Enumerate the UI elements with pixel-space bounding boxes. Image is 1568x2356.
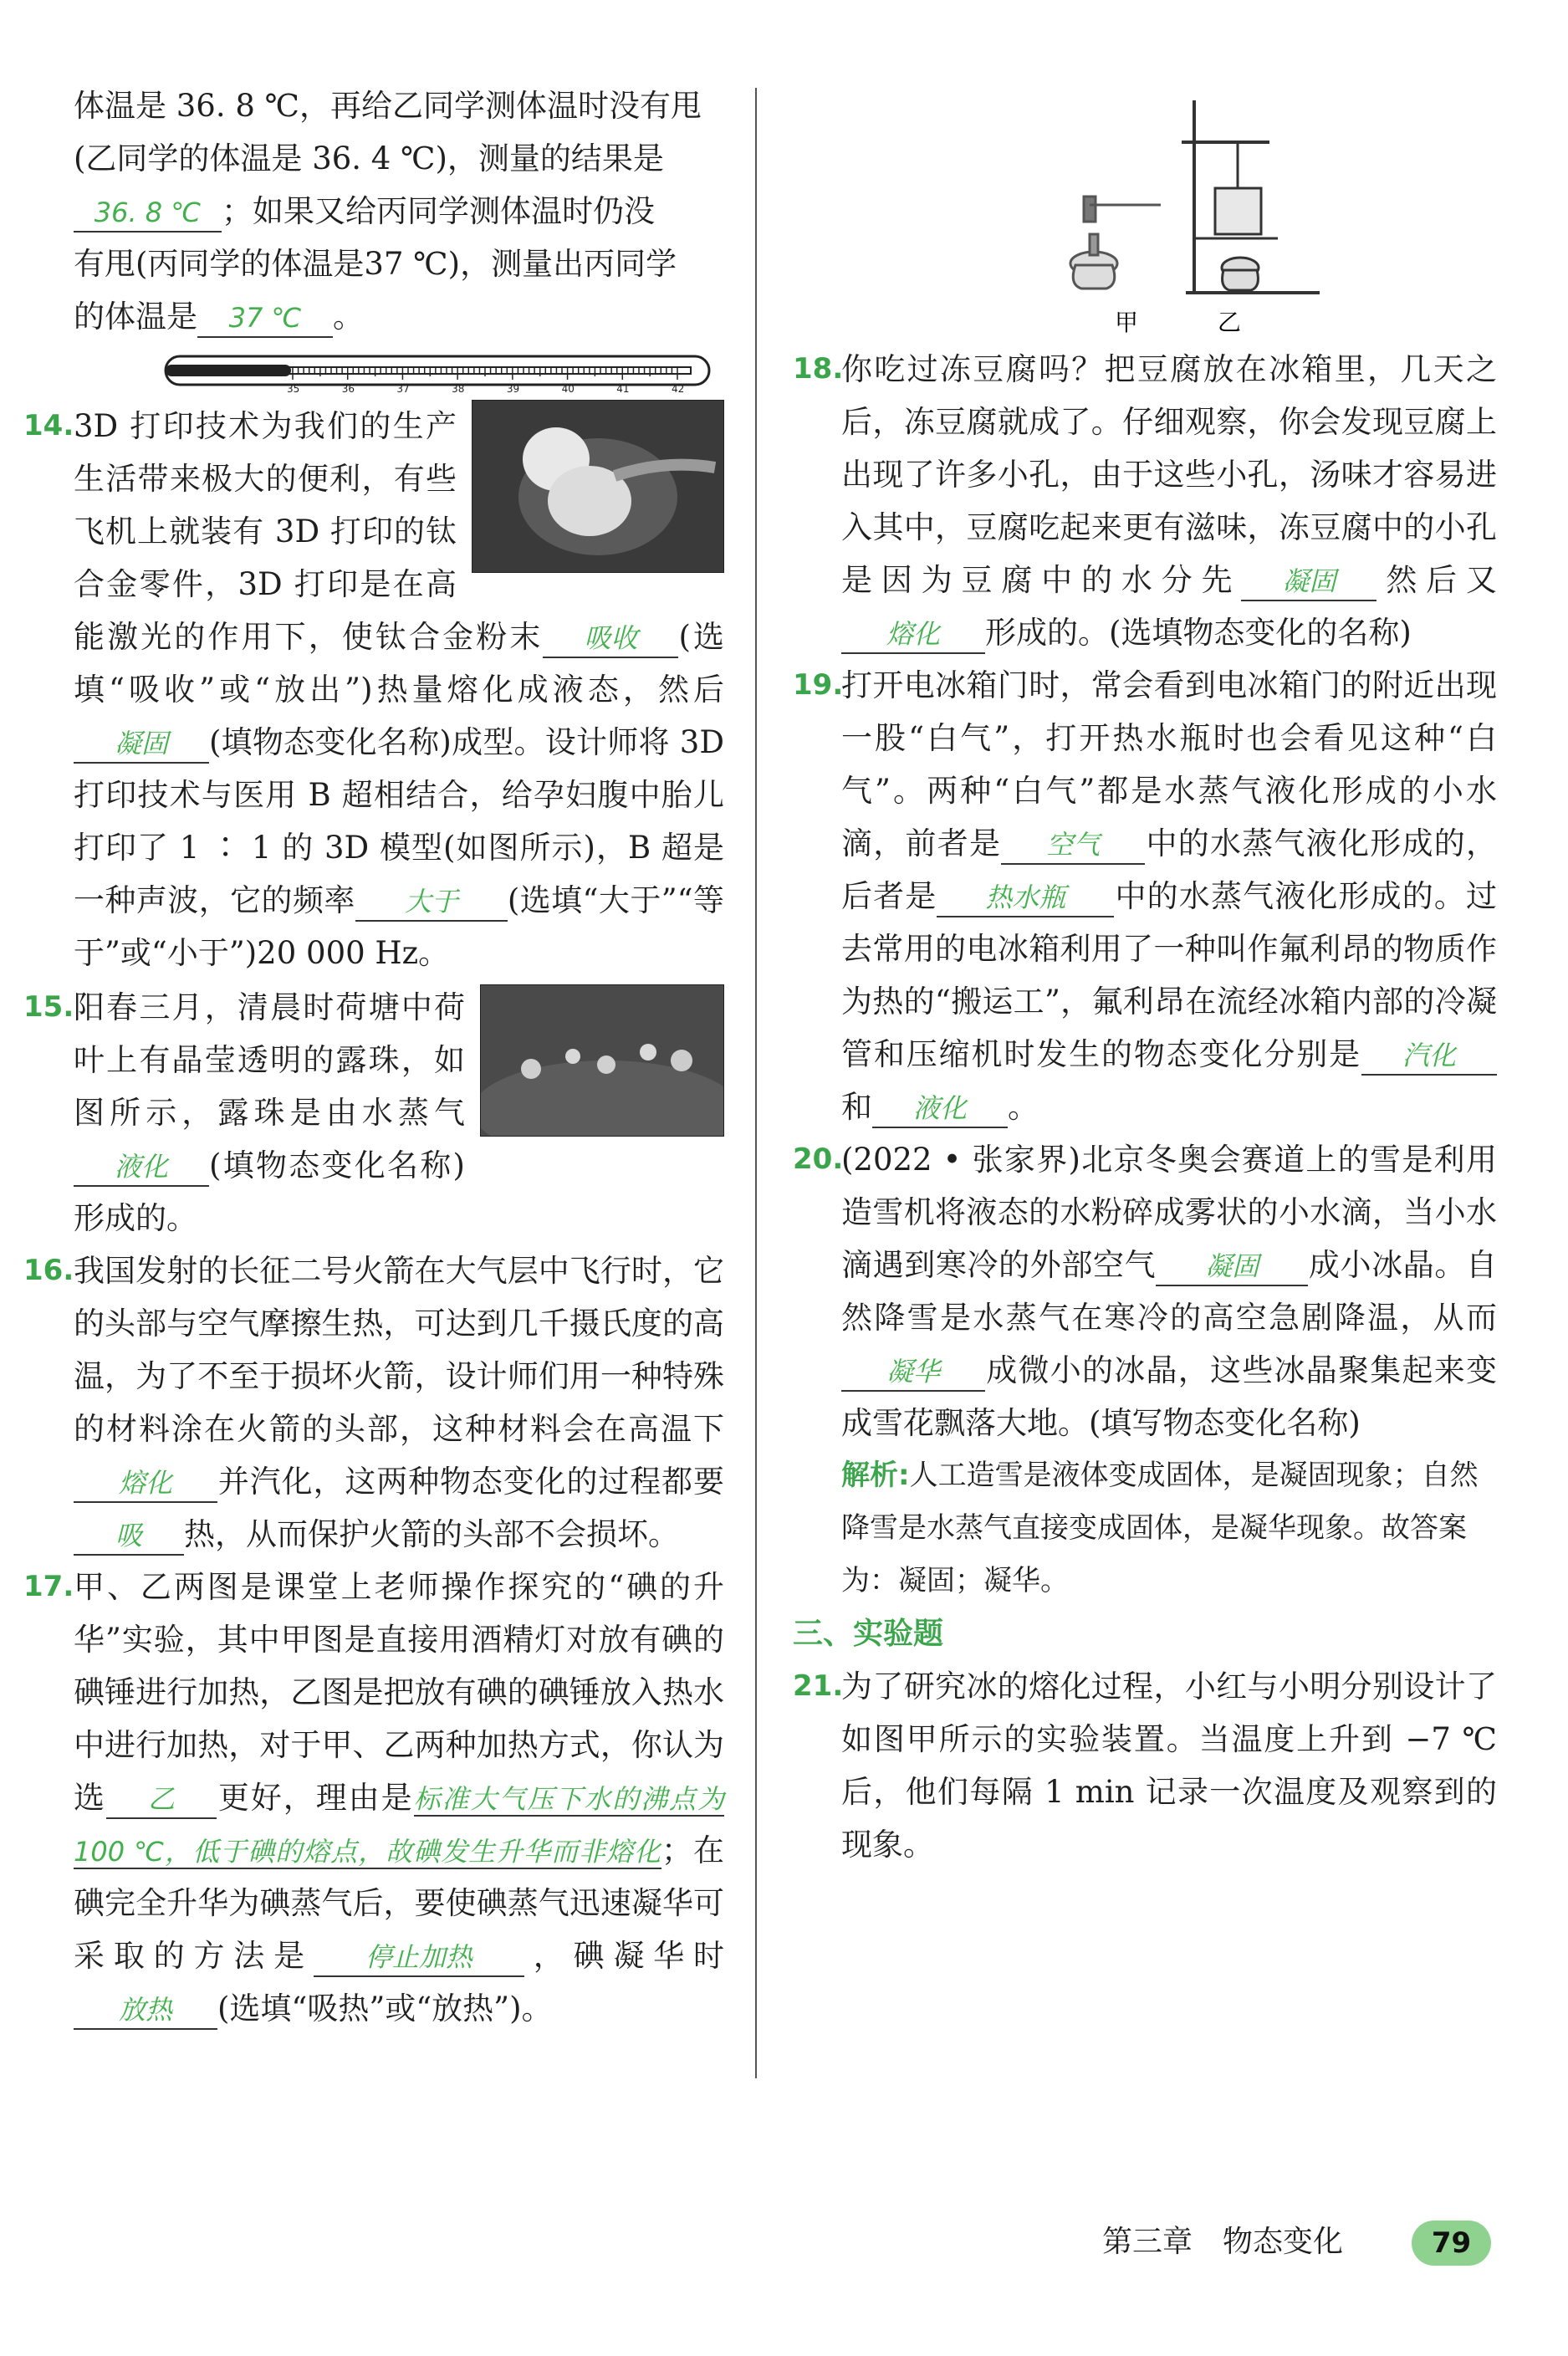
answer-20-1: 凝固 <box>1156 1248 1308 1286</box>
question-13-continued <box>74 79 724 398</box>
text: 体温是 36. 8 ℃，再给乙同学测体温时没有甩 <box>74 88 702 124</box>
text: 为了研究冰的熔化过程，小红与小明分别设计了如图甲所示的实验装置。当温度上升到 −7 ℃后，他们每隔 1 min 记录一次温度及观察到的现象。 <box>841 1669 1497 1863</box>
question-15 <box>23 981 724 1244</box>
thermometer-tick-label: 42 <box>672 383 685 395</box>
answer-17-1: 乙 <box>106 1781 217 1819</box>
right-column <box>793 79 1497 1871</box>
answer-19-3: 汽化 <box>1361 1037 1497 1076</box>
answer-16-2: 吸 <box>74 1517 184 1556</box>
label-yi: 乙 <box>1218 309 1242 336</box>
thermometer-tick-label: 37 <box>396 383 410 395</box>
page-number: 79 <box>1412 2221 1491 2266</box>
text: ；在碘完全升华为碘蒸气后，要使碘蒸气迅速凝华可采取的方法是 <box>74 1832 724 1974</box>
text: (选填“吸热”或“放热”)。 <box>217 1991 553 2026</box>
thermometer-tick-label: 40 <box>561 383 575 395</box>
text: 3D 打印技术为我们的生产生活带来极大的便利，有些飞机上就装有 3D 打印的钛合金零件，3D 打印是在高能激光的作用下，使钛合金粉末 <box>74 408 544 655</box>
text: (选填“吸收”或“放出”)热量熔化成液态，然后 <box>74 619 725 708</box>
chapter-footer: 第三章 物态变化 <box>1102 2225 1344 2259</box>
text: 打开电冰箱门时，常会看到电冰箱门的附近出现一股“白气”，打开热水瓶时也会看见这种“白气”。两种“白气”都是水蒸气液化形成的小水滴，前者是 <box>841 667 1497 861</box>
answer-17-3: 停止加热 <box>314 1939 524 1977</box>
thermometer-tick-label: 36 <box>341 383 355 395</box>
question-number: 18. <box>793 352 844 386</box>
text: 甲、乙两图是课堂上老师操作探究的“碘的升华”实验，其中甲图是直接用酒精灯对放有碘的碘锤进行加热，乙图是把放有碘的碘锤放入热水中进行加热，对于甲、乙两种加热方式，你认为选 <box>74 1569 724 1816</box>
question-number: 21. <box>793 1669 844 1703</box>
answer-19-4: 液化 <box>872 1090 1008 1128</box>
lotus-leaf-dew-image <box>480 984 724 1137</box>
label-jia: 甲 <box>1115 309 1139 336</box>
text: 成微小的冰晶，这些冰晶聚集起来变成雪花飘落大地。(填写物态变化名称) <box>841 1352 1497 1441</box>
answer-19-1: 空气 <box>1001 826 1145 865</box>
thermometer-tick-labels <box>74 348 724 398</box>
text: ，碘凝华时 <box>524 1938 725 1974</box>
text: (填物态变化名称)形成的。 <box>74 1147 465 1236</box>
text: 然后又 <box>1376 562 1498 598</box>
text: 。 <box>1008 1089 1039 1125</box>
question-21 <box>793 1660 1497 1871</box>
text: 更好，理由是 <box>216 1780 414 1816</box>
alcohol-lamp-jia-icon <box>1070 197 1161 289</box>
question-number: 17. <box>23 1570 74 1603</box>
thermometer-tick-label: 39 <box>506 383 520 395</box>
text: 。 <box>333 299 364 335</box>
answer-14-2: 凝固 <box>74 725 209 764</box>
thermometer-figure <box>74 348 724 398</box>
text: 你吃过冻豆腐吗？把豆腐放在冰箱里，几天之后，冻豆腐就成了。仔细观察，你会发现豆腐上出现了许多小孔，由于这些小孔，汤味才容易进入其中，豆腐吃起来更有滋味，冻豆腐中的小孔是因为豆腐中的水分先 <box>841 351 1497 598</box>
text: (选填“大于”“等于”或“小于”)20 000 Hz。 <box>74 882 725 971</box>
text: 并汽化，这两种物态变化的过程都要 <box>217 1464 724 1500</box>
question-number: 15. <box>23 990 74 1024</box>
answer-15-1: 液化 <box>74 1148 209 1187</box>
iodine-experiment-figure <box>793 79 1497 343</box>
thermometer-tick-label: 41 <box>616 383 630 395</box>
answer-18-2: 熔化 <box>841 616 985 654</box>
water-bath-yi-icon <box>1182 100 1320 293</box>
answer-17-4: 放热 <box>74 1991 217 2030</box>
text: 形成的。(选填物态变化的名称) <box>985 615 1412 651</box>
question-number: 14. <box>23 409 74 442</box>
question-20 <box>793 1133 1497 1607</box>
column-divider <box>755 88 757 2078</box>
question-number: 19. <box>793 668 844 702</box>
answer-13-2: 37 ℃ <box>197 299 333 338</box>
text: ；如果又给丙同学测体温时仍没 <box>222 193 655 229</box>
text: 成小冰晶。自然降雪是水蒸气在寒冷的高空急剧降温，从而 <box>841 1247 1497 1336</box>
answer-20-2: 凝华 <box>841 1353 985 1392</box>
text: 和 <box>841 1089 872 1125</box>
answer-14-1: 吸收 <box>543 620 678 658</box>
analysis <box>841 1449 1497 1607</box>
question-16 <box>23 1244 724 1561</box>
answer-19-2: 热水瓶 <box>937 879 1114 917</box>
text: (乙同学的体温是 36. 4 ℃)，测量的结果是 <box>74 141 664 176</box>
answer-13-1: 36. 8 ℃ <box>74 194 222 233</box>
analysis-text: 人工造雪是液体变成固体，是凝固现象；自然降雪是水蒸气直接变成固体，是凝华现象。故答案为：凝固；凝华。 <box>841 1459 1479 1597</box>
question-17 <box>23 1561 725 2035</box>
question-14 <box>23 400 725 979</box>
text: 中的水蒸气液化形成的，后者是 <box>841 825 1497 914</box>
left-column <box>23 79 725 2035</box>
text: (2022 • 张家界)北京冬奥会赛道上的雪是利用造雪机将液态的水粉碎成雾状的小水滴，当小水滴遇到寒冷的外部空气 <box>841 1142 1497 1283</box>
answer-16-1: 熔化 <box>74 1464 217 1503</box>
question-19 <box>793 659 1497 1133</box>
thermometer-tick-label: 38 <box>452 383 465 395</box>
question-number: 20. <box>793 1142 844 1176</box>
answer-18-1: 凝固 <box>1241 563 1376 601</box>
text: 我国发射的长征二号火箭在大气层中飞行时，它的头部与空气摩擦生热，可达到几千摄氏度的高温，为了不至于损坏火箭，设计师们用一种特殊的材料涂在火箭的头部，这种材料会在高温下 <box>74 1253 724 1447</box>
analysis-label: 解析: <box>841 1459 910 1492</box>
text: 阳春三月，清晨时荷塘中荷叶上有晶莹透明的露珠，如图所示，露珠是由水蒸气 <box>74 989 465 1131</box>
question-number: 16. <box>23 1254 74 1287</box>
answer-14-3: 大于 <box>355 883 508 922</box>
fetus-3d-model-image <box>472 400 724 573</box>
question-18 <box>793 343 1497 659</box>
section-heading: 三、实验题 <box>793 1617 944 1651</box>
text: (填物态变化名称)成型。设计师将 3D 打印技术与医用 B 超相结合，给孕妇腹中胎儿打印了 1 ∶ 1 的 3D 模型(如图所示)，B 超是一种声波，它的频率 <box>74 724 724 918</box>
thermometer-tick-label: 35 <box>287 383 300 395</box>
text: 的体温是 <box>74 299 197 335</box>
text: 中的水蒸气液化形成的。过去常用的电冰箱利用了一种叫作氟利昂的物质作为热的“搬运工”，氟利昂在流经冰箱内部的冷凝管和压缩机时发生的物态变化分别是 <box>841 878 1498 1072</box>
text: 有甩(丙同学的体温是37 ℃)，测量出丙同学 <box>74 246 677 282</box>
answer-17-2: 标准大气压下水的沸点为 100 ℃，低于碘的熔点，故碘发生升华而非熔化 <box>74 1783 724 1868</box>
text: 热，从而保护火箭的头部不会损坏。 <box>184 1516 679 1552</box>
